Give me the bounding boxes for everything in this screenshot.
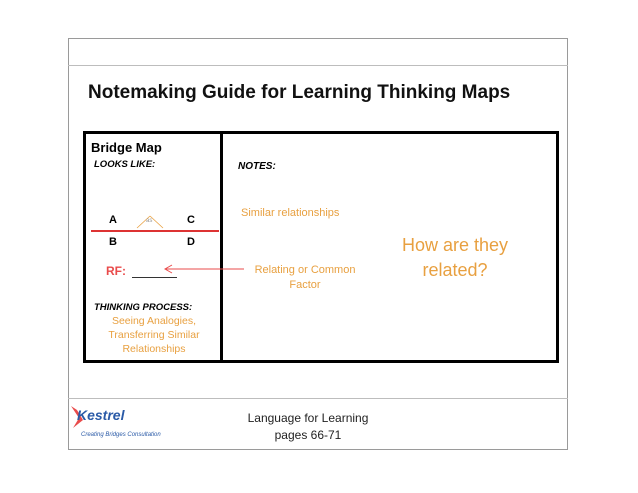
kestrel-logo: [69, 404, 164, 448]
relating-line-2: Factor: [289, 279, 321, 291]
footer-reference: [228, 410, 388, 444]
divider-top: [68, 65, 568, 66]
footer-line-2: pages 66-71: [274, 428, 342, 442]
letter-a: A: [109, 214, 117, 226]
relating-line-1: Relating or Common: [254, 264, 356, 276]
looks-like-label: LOOKS LIKE:: [94, 159, 156, 170]
bridge-map-title: Bridge Map: [91, 140, 162, 155]
notes-panel: [220, 131, 559, 363]
page-title: Notemaking Guide for Learning Thinking Maps: [88, 82, 511, 103]
thinking-line-3: Relationships: [122, 343, 186, 355]
notes-label: NOTES:: [238, 161, 276, 172]
relating-factor-note: [245, 263, 365, 293]
bridge-map-panel: [83, 131, 223, 363]
rf-label: RF:: [106, 264, 126, 278]
thinking-process-label: THINKING PROCESS:: [94, 302, 193, 313]
thinking-line-2: Transferring Similar: [108, 329, 200, 341]
question-line-1: How are they: [401, 235, 509, 255]
footer-line-1: Language for Learning: [247, 411, 369, 425]
logo-wordmark: Kestrel: [77, 407, 125, 423]
thinking-line-1: Seeing Analogies,: [111, 315, 197, 327]
letter-b: B: [109, 236, 117, 248]
arrow-left-icon: [160, 264, 246, 274]
rf-blank-line: [132, 277, 177, 278]
logo-tagline: Creating Bridges Consultation: [81, 432, 161, 438]
thinking-process-text: [88, 314, 220, 356]
letter-d: D: [187, 236, 195, 248]
letter-c: C: [187, 214, 195, 226]
divider-bottom: [68, 398, 568, 399]
question-line-2: related?: [422, 260, 488, 280]
relating-line: [91, 230, 219, 232]
similar-relationships-note: Similar relationships: [241, 207, 340, 219]
as-label: as: [146, 218, 153, 224]
question-note: [383, 233, 527, 283]
